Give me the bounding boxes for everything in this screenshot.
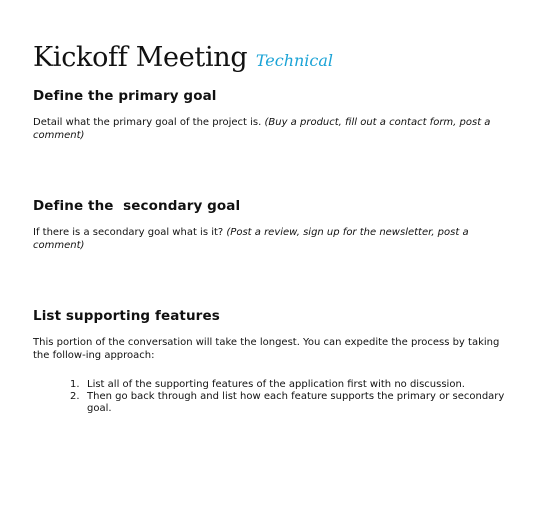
section-supporting-features (33, 308, 518, 415)
page-title: Kickoff Meeting (33, 42, 248, 73)
section-heading: Define the secondary goal (33, 198, 241, 214)
list-item-number: 1. (70, 379, 80, 390)
list-item-number: 2. (70, 391, 80, 402)
section-body (33, 226, 518, 252)
list-item (33, 379, 518, 391)
section-body: This portion of the conversation will take the longest. You can expedite the process by taking the follow-ing approach: (33, 337, 500, 361)
list-item (33, 391, 518, 415)
body-text: If there is a secondary goal what is it? (33, 227, 227, 238)
example-text: (Post a review, sign up for the newsletter, post a comment) (33, 227, 469, 251)
list-item-text: Then go back through and list how each feature supports the primary or secondary goal. (87, 391, 505, 414)
section-heading: Define the primary goal (33, 88, 217, 104)
section-body (33, 116, 518, 142)
page-subtitle: Technical (255, 51, 334, 70)
body-text: Detail what the primary goal of the project is. (33, 117, 265, 128)
title-row (33, 42, 333, 73)
section-heading: List supporting features (33, 308, 220, 324)
list-item-text: List all of the supporting features of the application first with no discussion. (87, 379, 465, 390)
steps-list (33, 379, 518, 415)
section-primary-goal (33, 88, 518, 142)
section-secondary-goal (33, 198, 518, 252)
example-text: (Buy a product, fill out a contact form, post a comment) (33, 117, 491, 141)
